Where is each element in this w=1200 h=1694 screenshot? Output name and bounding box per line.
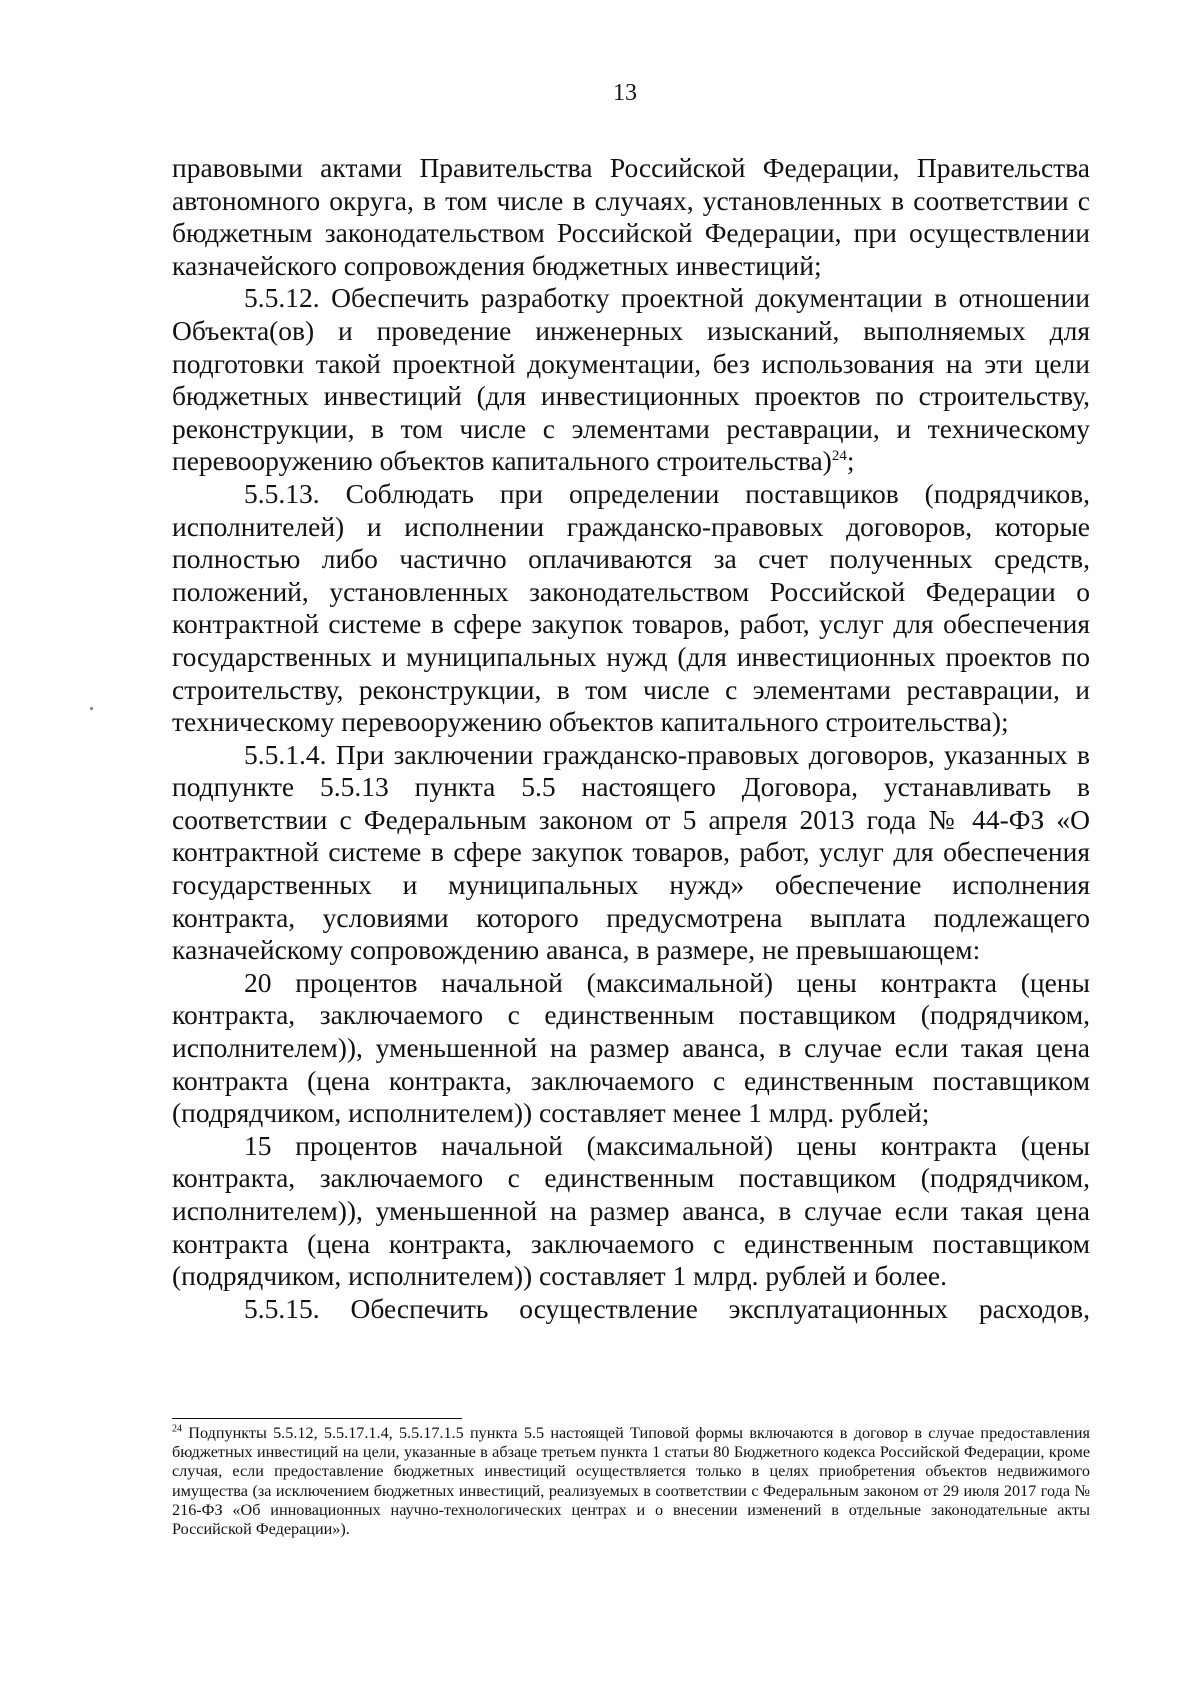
paragraph-5-5-13: 5.5.13. Соблюдать при определении поставщиков (подрядчиков, исполнителей) и исполнении гражданско-правовых договоров, которые полностью либо частично оплачиваются за счет полученных средств, положений, установленных законодательством Российской Федерации о контрактной системе в сфере закупок товаров, работ, услуг для обеспечения государственных и муниципальных нужд (для инвестиционных проектов по строительству, реконструкции, в том числе с элементами реставрации, и техническому перевооружению объектов капитального строительства); <box>172 477 1090 738</box>
paragraph-5-5-12-text: 5.5.12. Обеспечить разработку проектной документации в отношении Объекта(ов) и проведение инженерных изысканий, выполняемых для подготовки такой проектной документации, без использования на эти цели бюджетных инвестиций (для инвестиционных проектов по строительству, реконструкции, в том числе с элементами реставрации, и техническому перевооружению объектов капитального строительства) <box>172 282 1090 477</box>
paragraph-15-percent: 15 процентов начальной (максимальной) цены контракта (цены контракта, заключаемого с единственным поставщиком (подрядчиком, исполнителем)), уменьшенной на размер аванса, в случае если такая цена контракта (цена контракта, заключаемого с единственным поставщиком (подрядчиком, исполнителем)) составляет 1 млрд. рублей и более. <box>172 1129 1090 1292</box>
footnote-text: Подпункты 5.5.12, 5.5.17.1.4, 5.5.17.1.5 пункта 5.5 настоящей Типовой формы включаются в договор в случае предоставления бюджетных инвестиций на цели, указанные в абзаце третьем пункта 1 статьи 80 Бюджетного кодекса Российской Федерации, кроме случая, если предоставление бюджетных инвестиций осуществляется только в целях приобретения объектов недвижимого имущества (за исключением бюджетных инвестиций, реализуемых в соответствии с Федеральным законом от 29 июля 2017 года № 216-ФЗ «Об инновационных научно-технологических центрах и о внесении изменений в отдельные законодательные акты Российской Федерации»). <box>172 1424 1090 1539</box>
footnote-24 <box>172 1424 1090 1539</box>
page-number: 13 <box>613 80 637 106</box>
footnote-separator <box>172 1418 462 1419</box>
paragraph-20-percent: 20 процентов начальной (максимальной) цены контракта (цены контракта, заключаемого с единственным поставщиком (подрядчиком, исполнителем)), уменьшенной на размер аванса, в случае если такая цена контракта (цена контракта, заключаемого с единственным поставщиком (подрядчиком, исполнителем)) составляет менее 1 млрд. рублей; <box>172 966 1090 1129</box>
paragraph-5-5-12-tail: ; <box>846 445 855 477</box>
paragraph-5-5-12 <box>172 282 1090 478</box>
document-body <box>172 152 1090 1325</box>
margin-mark <box>90 707 93 710</box>
paragraph-continuation: правовыми актами Правительства Российской Федерации, Правительства автономного округа, в том числе в случаях, установленных в соответствии с бюджетным законодательством Российской Федерации, при осуществлении казначейского сопровождения бюджетных инвестиций; <box>172 152 1090 281</box>
paragraph-5-5-15: 5.5.15. Обеспечить осуществление эксплуатационных расходов, <box>244 1292 1090 1324</box>
paragraph-5-5-1-4: 5.5.1.4. При заключении гражданско-правовых договоров, указанных в подпункте 5.5.13 пункта 5.5 настоящего Договора, устанавливать в соответствии с Федеральным законом от 5 апреля 2013 года № 44-ФЗ «О контрактной системе в сфере закупок товаров, работ, услуг для обеспечения государственных и муниципальных нужд» обеспечение исполнения контракта, условиями которого предусмотрена выплата подлежащего казначейскому сопровождению аванса, в размере, не превышающем: <box>172 738 1090 966</box>
footnote-mark: 24 <box>172 1423 182 1435</box>
footnote-reference[interactable]: 24 <box>831 448 847 465</box>
